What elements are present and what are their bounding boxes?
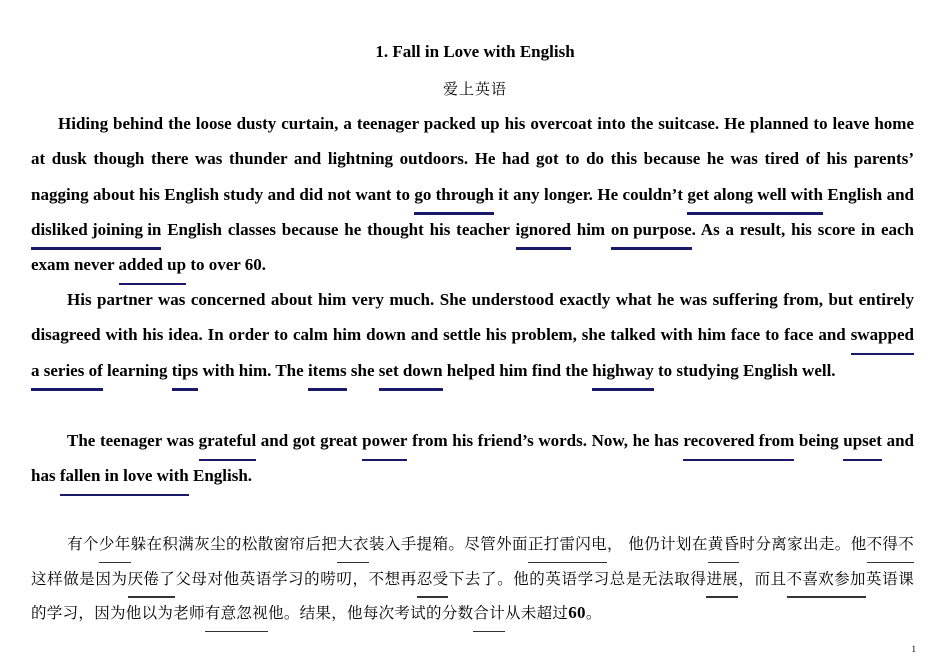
underlined-phrase: on purpose bbox=[611, 218, 692, 242]
underlined-phrase: get along well with bbox=[687, 183, 823, 207]
underlined-phrase: fallen in love with bbox=[60, 464, 189, 488]
paragraph-1 bbox=[31, 106, 914, 282]
underlined-phrase: 少年 bbox=[99, 532, 131, 556]
text-run: to studying English well. bbox=[653, 360, 836, 380]
text-run: His partner was concerned about him very much. She understood exactly what he was suffering from, but entirely disagreed with his idea. In order to calm him down and settle his problem, she talked with him face to face and bbox=[31, 290, 914, 345]
underlined-phrase: swapped bbox=[851, 323, 914, 347]
text-run: from his friend’s words. Now, he has bbox=[407, 431, 684, 450]
underlined-phrase: disliked joining in bbox=[31, 218, 161, 242]
underlined-phrase: 忍受 bbox=[417, 567, 449, 591]
text-run: 他。结果，他每次考试的分数 bbox=[268, 604, 474, 622]
underlined-phrase: 不得不 bbox=[867, 532, 914, 556]
underlined-phrase: upset bbox=[843, 429, 882, 453]
chinese-translation bbox=[31, 527, 914, 631]
text-run: ，而且 bbox=[738, 569, 787, 588]
text-run: with him. The bbox=[198, 360, 308, 380]
text-run: 下去了。他的英语学习总是无法取得 bbox=[448, 569, 707, 588]
text-run: . As a result, his score in each exam never bbox=[31, 219, 915, 275]
paragraph-2 bbox=[31, 282, 914, 388]
text-run: 父母对他英语学习的唠叨，不想再 bbox=[175, 569, 417, 588]
text-run: to over 60. bbox=[186, 255, 267, 275]
text-run: English classes because he thought his teacher bbox=[161, 219, 516, 239]
text-run: The teenager was bbox=[67, 431, 199, 450]
underlined-phrase: highway bbox=[592, 359, 653, 383]
text-run: English and bbox=[822, 184, 914, 204]
text-run: 装入手提箱。尽管外面 bbox=[368, 535, 528, 553]
text-run: 躲在积满灰尘的松散窗帘后把 bbox=[130, 535, 338, 553]
underlined-phrase: recovered from bbox=[683, 429, 794, 453]
text-run: helped him find the bbox=[442, 360, 593, 380]
text-run: 从未超过 bbox=[505, 604, 569, 622]
underlined-phrase: added up bbox=[119, 253, 187, 277]
underlined-phrase: items bbox=[308, 359, 347, 383]
text-run: it any longer. He couldn’t bbox=[493, 184, 688, 204]
text-run: and got great bbox=[256, 431, 363, 450]
text-run: 这样做是因为 bbox=[31, 569, 128, 588]
paragraph-3 bbox=[31, 423, 914, 494]
underlined-phrase: 进展 bbox=[706, 567, 738, 591]
page-subtitle: 爱上英语 bbox=[442, 80, 507, 98]
text-run: 英语课的学习，因为他以为老师 bbox=[31, 569, 914, 622]
score-number: 60 bbox=[568, 603, 586, 622]
underlined-phrase: 正打雷闪电 bbox=[528, 532, 607, 556]
underlined-phrase: set down bbox=[379, 359, 443, 383]
underlined-phrase: 不喜欢参加 bbox=[787, 567, 866, 591]
text-run: 时分离家出走。他 bbox=[739, 535, 867, 553]
text-run: 有个 bbox=[67, 535, 99, 553]
text-run: him bbox=[570, 219, 611, 239]
text-run: she bbox=[346, 360, 379, 380]
underlined-phrase: power bbox=[362, 429, 407, 453]
text-run: learning bbox=[102, 360, 172, 380]
underlined-phrase: 有意忽视 bbox=[205, 601, 268, 625]
page-number: 1 bbox=[911, 644, 916, 654]
underlined-phrase: go through bbox=[414, 183, 494, 207]
text-run: and has bbox=[31, 431, 914, 486]
underlined-phrase: 厌倦了 bbox=[128, 567, 175, 591]
text-run: 。 bbox=[585, 604, 602, 622]
underlined-phrase: 黄昏 bbox=[708, 532, 740, 556]
underlined-phrase: a series of bbox=[31, 359, 103, 383]
page-title: 1. Fall in Love with English bbox=[375, 42, 575, 61]
text-run: ， 他仍计划在 bbox=[606, 535, 708, 553]
underlined-phrase: 合计 bbox=[473, 601, 505, 625]
text-run: Hiding behind the loose dusty curtain, a teenager packed up his overcoat into the suitcase. He planned to leave home at dusk though there was thunder and lightning outdoors. He had got to do this because he was tired of his parents’ nagging about his English study and did not want to bbox=[31, 114, 914, 204]
underlined-phrase: tips bbox=[172, 359, 198, 383]
text-run: English. bbox=[188, 466, 253, 486]
underlined-phrase: ignored bbox=[516, 218, 571, 242]
text-run: being bbox=[794, 431, 844, 450]
underlined-phrase: 大衣 bbox=[337, 532, 369, 556]
underlined-phrase: grateful bbox=[199, 429, 257, 453]
